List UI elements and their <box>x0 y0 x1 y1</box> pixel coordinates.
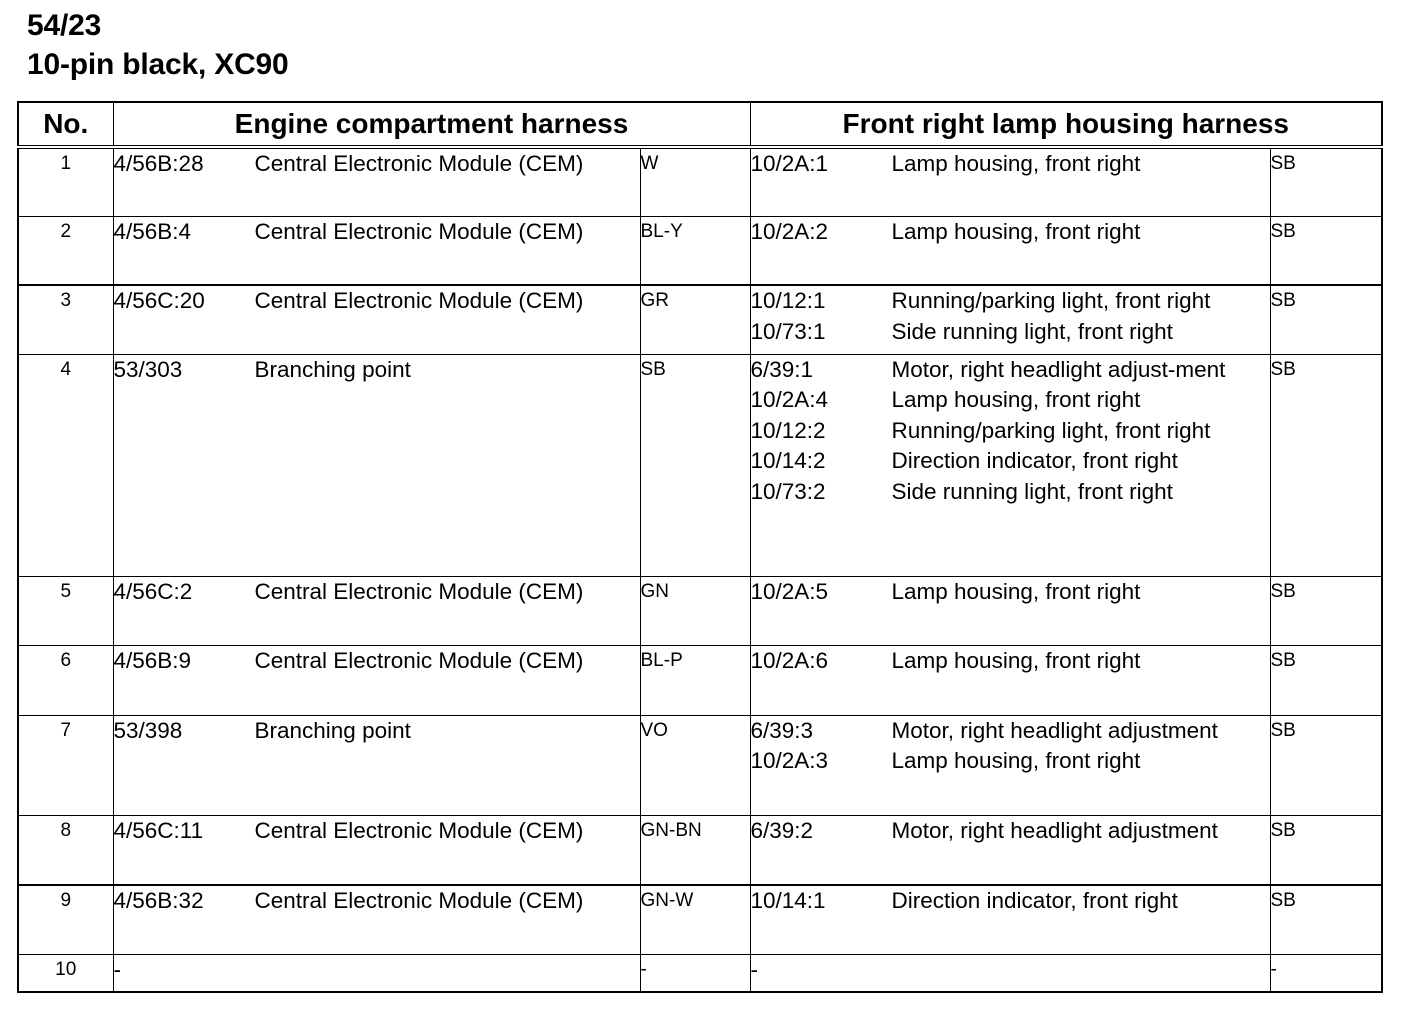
front-entry <box>751 217 1270 248</box>
engine-wire-color: - <box>640 954 750 992</box>
front-pin-ref: 10/73:2 <box>750 478 826 504</box>
front-pin-ref: 10/12:1 <box>750 288 826 313</box>
engine-component-desc <box>255 955 640 986</box>
front-wire-color: SB <box>1270 885 1382 954</box>
front-wire-color: SB <box>1270 576 1382 645</box>
engine-entry <box>114 149 640 180</box>
engine-pin-ref: - <box>113 956 121 982</box>
engine-pin-ref: 4/56B:32 <box>113 888 204 913</box>
engine-component-desc: Central Electronic Module (CEM) <box>254 151 584 176</box>
engine-entry <box>114 716 640 747</box>
pin-number: 6 <box>18 645 113 715</box>
front-pin-ref: 6/39:3 <box>750 717 814 743</box>
engine-entry <box>114 816 640 847</box>
engine-pin-ref: 4/56B:9 <box>113 647 192 673</box>
table-row <box>18 285 1382 354</box>
engine-entry <box>114 886 640 917</box>
front-entry <box>751 716 1270 747</box>
pin-number: 10 <box>18 954 113 992</box>
front-entry <box>751 286 1270 317</box>
engine-entry <box>114 217 640 248</box>
front-component-desc: Running/parking light, front right <box>891 417 1211 443</box>
engine-pin-ref: 4/56B:28 <box>113 151 204 176</box>
front-pin-ref: 10/12:2 <box>750 417 826 443</box>
engine-component-desc: Branching point <box>254 717 411 743</box>
pin-number: 5 <box>18 576 113 645</box>
engine-pin-ref: 4/56C:11 <box>113 817 204 843</box>
page-title-block <box>27 6 289 84</box>
table-row <box>18 147 1382 216</box>
front-wire-color: SB <box>1270 354 1382 576</box>
engine-wire-color: SB <box>640 354 750 576</box>
front-pin-ref: 10/2A:1 <box>750 151 829 176</box>
engine-wire-color: GN <box>640 576 750 645</box>
front-wire-color: SB <box>1270 147 1382 216</box>
front-component-desc: Direction indicator, front right <box>891 888 1178 913</box>
engine-harness-cell <box>113 147 640 216</box>
table-row <box>18 354 1382 576</box>
engine-entry <box>114 955 640 986</box>
engine-harness-cell <box>113 715 640 815</box>
table-body <box>18 147 1382 992</box>
front-component-desc: Motor, right headlight adjustment <box>891 717 1218 743</box>
engine-pin-ref: 4/56C:20 <box>113 288 205 313</box>
table-row <box>18 216 1382 285</box>
engine-pin-ref: 4/56B:4 <box>113 218 192 244</box>
front-harness-cell <box>750 147 1270 216</box>
engine-entry <box>114 577 640 608</box>
front-entry <box>751 355 1270 386</box>
table-row <box>18 954 1382 992</box>
front-wire-color: SB <box>1270 645 1382 715</box>
front-entry <box>751 886 1270 917</box>
front-entry <box>751 149 1270 180</box>
table-row <box>18 576 1382 645</box>
engine-harness-cell <box>113 954 640 992</box>
table-header-row <box>18 102 1382 147</box>
engine-component-desc: Branching point <box>254 356 411 382</box>
front-pin-ref: 10/2A:3 <box>750 748 829 773</box>
front-harness-cell <box>750 885 1270 954</box>
engine-wire-color: W <box>640 147 750 216</box>
pin-number: 8 <box>18 815 113 885</box>
pin-number: 9 <box>18 885 113 954</box>
front-harness-cell <box>750 815 1270 885</box>
front-entry <box>751 477 1270 508</box>
front-pin-ref: 10/2A:5 <box>750 578 829 604</box>
front-harness-cell <box>750 954 1270 992</box>
table-row <box>18 715 1382 815</box>
front-pin-ref: 10/2A:6 <box>750 647 829 673</box>
engine-harness-cell <box>113 885 640 954</box>
front-component-desc: Lamp housing, front right <box>891 647 1141 673</box>
engine-harness-cell <box>113 645 640 715</box>
engine-entry <box>114 286 640 317</box>
front-harness-cell <box>750 645 1270 715</box>
engine-wire-color: VO <box>640 715 750 815</box>
engine-wire-color: BL-P <box>640 645 750 715</box>
front-pin-ref: 10/73:1 <box>750 318 826 344</box>
front-harness-cell <box>750 285 1270 354</box>
table-row <box>18 645 1382 715</box>
engine-component-desc: Central Electronic Module (CEM) <box>254 218 584 244</box>
front-entry <box>751 446 1270 477</box>
engine-component-desc: Central Electronic Module (CEM) <box>254 578 584 604</box>
header-engine-harness: Engine compartment harness <box>113 102 750 147</box>
engine-component-desc: Central Electronic Module (CEM) <box>254 647 584 673</box>
front-harness-cell <box>750 216 1270 285</box>
front-pin-ref: - <box>750 956 758 982</box>
front-harness-cell <box>750 576 1270 645</box>
engine-entry <box>114 646 640 677</box>
front-harness-cell <box>750 715 1270 815</box>
engine-pin-ref: 53/303 <box>113 356 183 382</box>
front-wire-color: SB <box>1270 285 1382 354</box>
front-wire-color: SB <box>1270 815 1382 885</box>
connector-pin-table <box>17 101 1383 993</box>
front-pin-ref: 6/39:1 <box>750 356 814 382</box>
front-harness-cell <box>750 354 1270 576</box>
engine-component-desc: Central Electronic Module (CEM) <box>254 817 584 843</box>
engine-wire-color: GR <box>640 285 750 354</box>
pin-number: 1 <box>18 147 113 216</box>
pin-number: 4 <box>18 354 113 576</box>
engine-pin-ref: 53/398 <box>113 717 183 743</box>
front-component-desc: Running/parking light, front right <box>891 288 1211 313</box>
engine-harness-cell <box>113 576 640 645</box>
front-component-desc <box>892 955 1270 986</box>
front-component-desc: Lamp housing, front right <box>891 578 1141 604</box>
pin-number: 7 <box>18 715 113 815</box>
engine-harness-cell <box>113 285 640 354</box>
engine-wire-color: GN-W <box>640 885 750 954</box>
front-wire-color: - <box>1270 954 1382 992</box>
front-entry <box>751 646 1270 677</box>
connector-id: 54/23 <box>27 9 102 42</box>
header-no: No. <box>18 102 113 147</box>
engine-entry <box>114 355 640 386</box>
front-pin-ref: 6/39:2 <box>750 817 814 843</box>
front-entry <box>751 746 1270 777</box>
engine-component-desc: Central Electronic Module (CEM) <box>254 888 584 913</box>
front-component-desc: Direction indicator, front right <box>891 448 1178 473</box>
front-pin-ref: 10/14:2 <box>750 448 826 473</box>
header-front-harness: Front right lamp housing harness <box>750 102 1382 147</box>
front-entry <box>751 317 1270 348</box>
front-entry <box>751 955 1270 986</box>
engine-wire-color: GN-BN <box>640 815 750 885</box>
front-component-desc: Lamp housing, front right <box>891 748 1141 773</box>
front-component-desc: Lamp housing, front right <box>891 387 1141 412</box>
table-row <box>18 815 1382 885</box>
engine-pin-ref: 4/56C:2 <box>113 578 193 604</box>
front-wire-color: SB <box>1270 216 1382 285</box>
front-wire-color: SB <box>1270 715 1382 815</box>
front-entry <box>751 416 1270 447</box>
front-component-desc: Motor, right headlight adjustment <box>891 817 1218 843</box>
connector-description: 10-pin black, XC90 <box>27 48 289 81</box>
engine-wire-color: BL-Y <box>640 216 750 285</box>
pin-number: 2 <box>18 216 113 285</box>
front-component-desc: Side running light, front right <box>891 318 1173 344</box>
pin-number: 3 <box>18 285 113 354</box>
front-component-desc: Motor, right headlight adjust-ment <box>891 356 1226 382</box>
engine-harness-cell <box>113 815 640 885</box>
front-component-desc: Side running light, front right <box>891 478 1173 504</box>
front-entry <box>751 385 1270 416</box>
engine-component-desc: Central Electronic Module (CEM) <box>254 288 584 313</box>
front-pin-ref: 10/2A:4 <box>750 387 829 412</box>
front-entry <box>751 816 1270 847</box>
engine-harness-cell <box>113 354 640 576</box>
table-row <box>18 885 1382 954</box>
front-pin-ref: 10/14:1 <box>750 888 826 913</box>
front-component-desc: Lamp housing, front right <box>891 151 1141 176</box>
front-component-desc: Lamp housing, front right <box>891 218 1141 244</box>
front-pin-ref: 10/2A:2 <box>750 218 829 244</box>
front-entry <box>751 577 1270 608</box>
engine-harness-cell <box>113 216 640 285</box>
